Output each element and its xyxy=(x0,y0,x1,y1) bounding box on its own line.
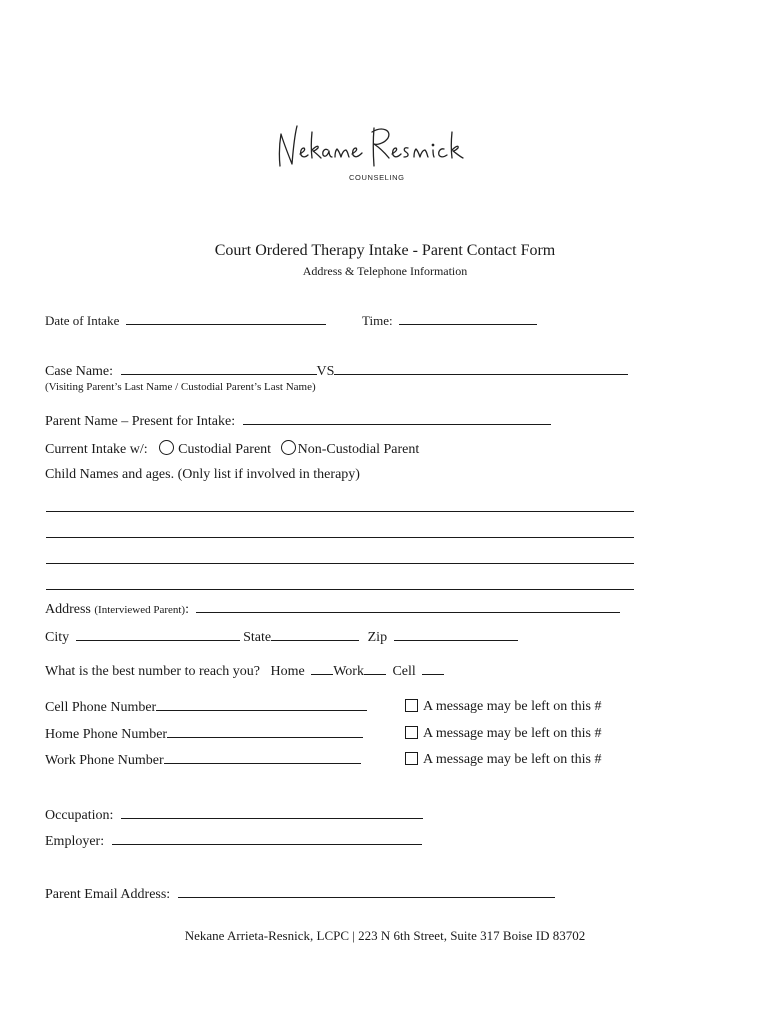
vs-label: VS xyxy=(316,364,335,379)
child-names-line-2[interactable] xyxy=(46,537,634,538)
employer-row xyxy=(45,833,422,850)
case-name-note: (Visiting Parent’s Last Name / Custodial Parent’s Last Name) xyxy=(45,381,316,393)
work-phone-message-row xyxy=(405,752,601,768)
address-colon: : xyxy=(185,602,189,617)
child-names-label: Child Names and ages. (Only list if involved in therapy) xyxy=(45,467,360,482)
cell-phone-label: Cell Phone Number xyxy=(45,700,157,715)
zip-label: Zip xyxy=(367,630,388,645)
email-field[interactable] xyxy=(178,886,555,898)
logo-signature xyxy=(270,118,485,173)
cell-phone-message-checkbox[interactable] xyxy=(405,699,418,712)
work-option-field[interactable] xyxy=(364,663,386,675)
home-option-field[interactable] xyxy=(311,663,333,675)
address-field[interactable] xyxy=(196,601,620,613)
form-subtitle: Address & Telephone Information xyxy=(302,264,468,278)
form-title: Court Ordered Therapy Intake - Parent Contact Form xyxy=(214,242,556,259)
state-label: State xyxy=(243,630,272,645)
case-name-label: Case Name: xyxy=(45,364,114,379)
date-of-intake-row xyxy=(45,313,326,329)
parent-name-field[interactable] xyxy=(243,413,551,425)
best-number-row xyxy=(45,663,444,680)
parent-name-label: Parent Name – Present for Intake: xyxy=(45,414,236,429)
address-label: Address xyxy=(45,602,91,617)
current-intake-row xyxy=(45,440,419,458)
address-note: (Interviewed Parent) xyxy=(94,604,186,616)
current-intake-label: Current Intake w/: xyxy=(45,442,148,457)
employer-field[interactable] xyxy=(112,833,422,845)
child-names-line-1[interactable] xyxy=(46,511,634,512)
home-phone-message-checkbox[interactable] xyxy=(405,726,418,739)
work-phone-row xyxy=(45,752,361,769)
city-field[interactable] xyxy=(76,629,240,641)
visiting-parent-last-name-field[interactable] xyxy=(121,363,317,375)
child-names-line-3[interactable] xyxy=(46,563,634,564)
home-phone-message-label: A message may be left on this # xyxy=(423,726,602,741)
email-label: Parent Email Address: xyxy=(45,887,171,902)
date-of-intake-field[interactable] xyxy=(126,313,326,325)
home-phone-row xyxy=(45,726,363,743)
cell-phone-row xyxy=(45,699,367,716)
cell-phone-message-label: A message may be left on this # xyxy=(423,699,602,714)
work-phone-message-checkbox[interactable] xyxy=(405,752,418,765)
custodial-parent-last-name-field[interactable] xyxy=(334,363,628,375)
logo-tagline: COUNSELING xyxy=(349,173,405,182)
work-phone-label: Work Phone Number xyxy=(45,753,164,768)
work-option-label: Work xyxy=(333,664,364,679)
home-phone-field[interactable] xyxy=(167,726,363,738)
footer-address: Nekane Arrieta-Resnick, LCPC | 223 N 6th Street, Suite 317 Boise ID 83702 xyxy=(184,928,586,943)
home-option-label: Home xyxy=(270,664,305,679)
zip-field[interactable] xyxy=(394,629,518,641)
best-number-label: What is the best number to reach you? xyxy=(45,664,260,679)
work-phone-field[interactable] xyxy=(164,752,361,764)
occupation-field[interactable] xyxy=(121,807,423,819)
work-phone-message-label: A message may be left on this # xyxy=(423,752,602,767)
cell-phone-field[interactable] xyxy=(156,699,367,711)
city-state-zip-row xyxy=(45,629,518,646)
date-of-intake-label: Date of Intake xyxy=(45,313,120,328)
occupation-row xyxy=(45,807,423,824)
home-phone-label: Home Phone Number xyxy=(45,727,168,742)
parent-name-row xyxy=(45,413,551,430)
employer-label: Employer: xyxy=(45,834,105,849)
non-custodial-parent-radio[interactable] xyxy=(281,440,296,455)
occupation-label: Occupation: xyxy=(45,808,114,823)
cell-phone-message-row xyxy=(405,699,601,715)
home-phone-message-row xyxy=(405,726,601,742)
non-custodial-parent-option-label: Non-Custodial Parent xyxy=(297,442,420,457)
custodial-parent-radio[interactable] xyxy=(159,440,174,455)
time-label: Time: xyxy=(362,313,393,328)
custodial-parent-option-label: Custodial Parent xyxy=(178,442,272,457)
time-field[interactable] xyxy=(399,313,537,325)
cell-option-label: Cell xyxy=(392,664,416,679)
case-name-row xyxy=(45,363,628,380)
address-row xyxy=(45,601,620,618)
cell-option-field[interactable] xyxy=(422,663,444,675)
state-field[interactable] xyxy=(271,629,359,641)
time-row xyxy=(362,313,537,329)
child-names-line-4[interactable] xyxy=(46,589,634,590)
email-row xyxy=(45,886,555,903)
city-label: City xyxy=(45,630,70,645)
